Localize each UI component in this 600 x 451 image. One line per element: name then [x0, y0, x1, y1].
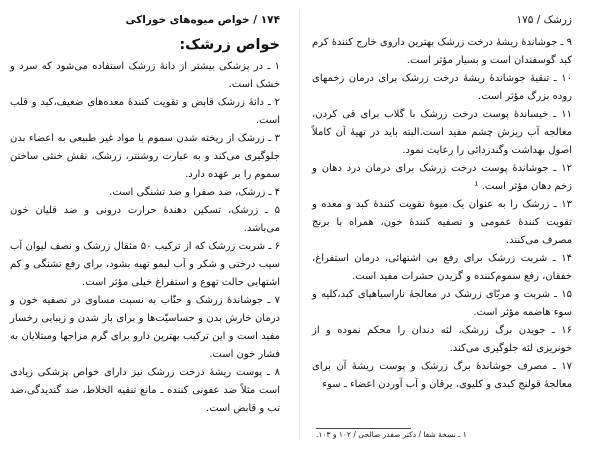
left-page-header: ۱۷۴ / خواص میوه‌های خوراکی — [125, 14, 280, 26]
paragraph-13: ۱۳ ـ زرشک را به عنوان یک میوهٔ تقویت کنندهٔ کبد و معده و تقویت کنندهٔ عمومی و تصفیه کنندهٔ خون، همراه با برنج مصرف می‌کنند. — [312, 199, 572, 246]
paragraph-11: ۱۱ ـ خیساندهٔ پوست درخت زرشک با گلاب برای قی کردن، معالجه آب ریزش چشم مفید است.البته باید در تهیهٔ آن کاملاً اصول بهداشت وگندزدائی را رعایت نمود. — [312, 109, 572, 156]
left-page-body — [10, 34, 280, 418]
footnote-divider — [316, 428, 411, 429]
right-page — [300, 0, 600, 451]
paragraph-9: ۹ ـ جوشاندهٔ ریشهٔ درخت زرشک بهترین داروی خارج کنندهٔ کرم کبد گوسفندان است و بسیار مؤثر است. — [312, 37, 572, 66]
paragraph-3: ۳ ـ زرشک از ریخته شدن سموم یا مواد غیر طبیعی به اعضاء بدن جلوگیری می‌کند و به عبارت روشنتر، زرشک، نقش خنثی ساختن سموم را بر عهده دارد. — [10, 133, 280, 180]
paragraph-4: ۴ ـ زرشک، ضد صفرا و ضد تشنگی است. — [109, 187, 280, 198]
paragraph-10: ۱۰ ـ تنقیهٔ جوشاندهٔ ریشهٔ درخت زرشک برای درمان زخمهای روده بزرگ مؤثر است. — [312, 73, 572, 102]
paragraph-5: ۵ ـ زرشک، تسکین دهندهٔ حرارت درونی و ضد قلیان خون می‌باشد. — [10, 205, 280, 234]
right-page-header: زرشک / ۱۷۵ — [516, 14, 572, 26]
paragraph-1: ۱ ـ در پزشکی بیشتر از دانهٔ زرشک استفاده می‌شود که سرد و خشک است. — [10, 61, 280, 90]
footnote: ۱ ـ نسخهٔ شفا / دکتر صفدر صالحی / ۱۰۲ و ۱۰۳. — [316, 430, 467, 439]
paragraph-17: ۱۷ ـ مصرف جوشاندهٔ برگ زرشک و پوست ریشهٔ آن برای معالجهٔ قولنج کبدی و کلیوی، یرقان و آب آوردن اعضاء ـ سوء — [312, 361, 572, 390]
paragraph-6: ۶ ـ شربت زرشک که از ترکیب ۵۰ مثقال زرشک و نصف لیوان آب سیب درختی و شکر و آب لیمو تهیه بشود، برای رفع تشنگی و کم اشتهایی حالت تهوع و استفراغ خیلی مؤثر است. — [10, 241, 280, 288]
paragraph-16: ۱۶ ـ جویدن برگ زرشک، لثه دندان را محکم نموده و از خونریزی لثه جلوگیری می‌کند. — [312, 325, 572, 354]
right-page-body — [312, 34, 572, 394]
section-title: خواص زرشک: — [179, 37, 280, 53]
paragraph-12: ۱۲ ـ جوشاندهٔ پوست درخت زرشک برای درمان درد دهان و زخم دهان مؤثر است. ¹ — [312, 163, 572, 192]
paragraph-8: ۸ ـ پوست ریشهٔ درخت زرشک نیز دارای خواص پزشکی زیادی است مثلاً ضد عفونی کننده ـ مانع تنقیه الخلاط، ضد گندیدگی،ضد تب و قابض است. — [10, 367, 280, 414]
paragraph-2: ۲ ـ دانهٔ زرشک قابض و تقویت کنندهٔ معده‌های ضعیف،کبد و قلب است. — [10, 97, 280, 126]
paragraph-7: ۷ ـ جوشاندهٔ زرشک و حنّاب به نسبت مساوی در تصفیه خون و درمان خارش بدن و حساسیّت‌ها و برای باز شدن و زیبایی رخسار مفید است و این ترکیب بهترین دارو برای گرم مزاجها ومبتلایان به فشار خون است. — [10, 295, 280, 360]
paragraph-15: ۱۵ ـ شربت و مربّای زرشک در معالجهٔ ناراسیاهپای کبد،کلیه و سوء هاضمه مؤثر است. — [312, 289, 572, 318]
paragraph-14: ۱۴ ـ شربت زرشک برای رفع بی اشتهائی، درمان استفراغ، خفقان، رفع سموم‌کننده و گزیدن حشرات مفید است. — [312, 253, 572, 282]
